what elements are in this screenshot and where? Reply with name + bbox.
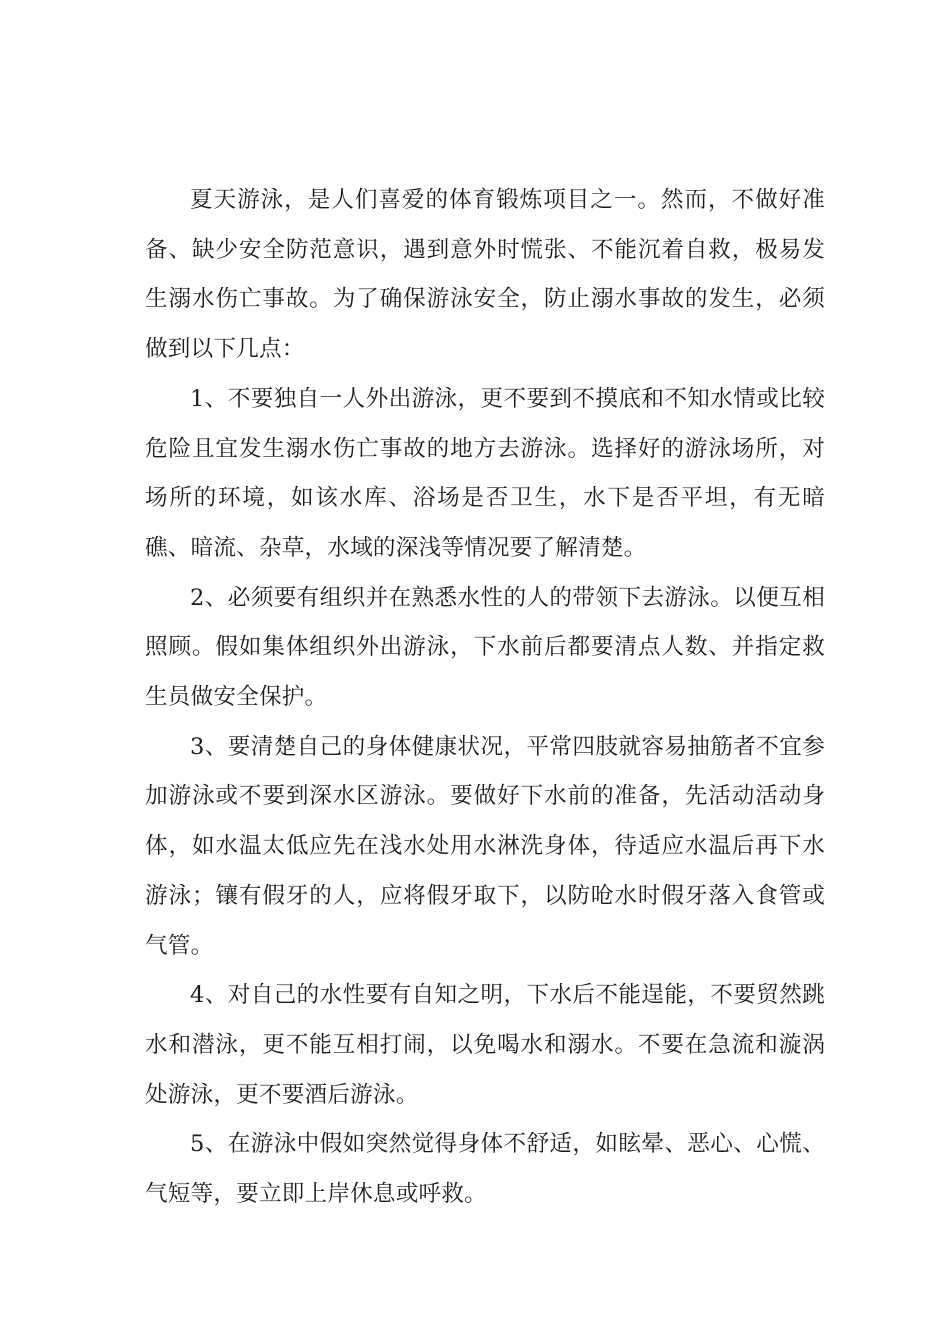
rule-paragraph-5: 5、在游泳中假如突然觉得身体不舒适，如眩晕、恶心、心慌、气短等，要立即上岸休息或呼救。 [145,1131,825,1208]
rule-paragraph-4: 4、对自己的水性要有自知之明，下水后不能逞能，不要贸然跳水和潜泳，更不能互相打闹，以免喝水和溺水。不要在急流和漩涡处游泳，更不要酒后游泳。 [145,982,825,1108]
rule-paragraph-1: 1、不要独自一人外出游泳，更不要到不摸底和不知水情或比较危险且宜发生溺水伤亡事故的地方去游泳。选择好的游泳场所，对场所的环境，如该水库、浴场是否卫生，水下是否平坦，有无暗礁、暗流、杂草，水域的深浅等情况要了解清楚。 [145,385,825,561]
rule-paragraph-2: 2、必须要有组织并在熟悉水性的人的带领下去游泳。以便互相照顾。假如集体组织外出游泳，下水前后都要清点人数、并指定救生员做安全保护。 [145,584,825,711]
document-body [145,176,825,1220]
rule-paragraph-3: 3、要清楚自己的身体健康状况，平常四肢就容易抽筋者不宜参加游泳或不要到深水区游泳。要做好下水前的准备，先活动活动身体，如水温太低应先在浅水处用水淋洗身体，待适应水温后再下水游泳；镶有假牙的人，应将假牙取下，以防呛水时假牙落入食管或气管。 [145,733,825,959]
intro-paragraph: 夏天游泳，是人们喜爱的体育锻炼项目之一。然而，不做好准备、缺少安全防范意识，遇到意外时慌张、不能沉着自救，极易发生溺水伤亡事故。为了确保游泳安全，防止溺水事故的发生，必须做到以下几点： [145,187,825,363]
